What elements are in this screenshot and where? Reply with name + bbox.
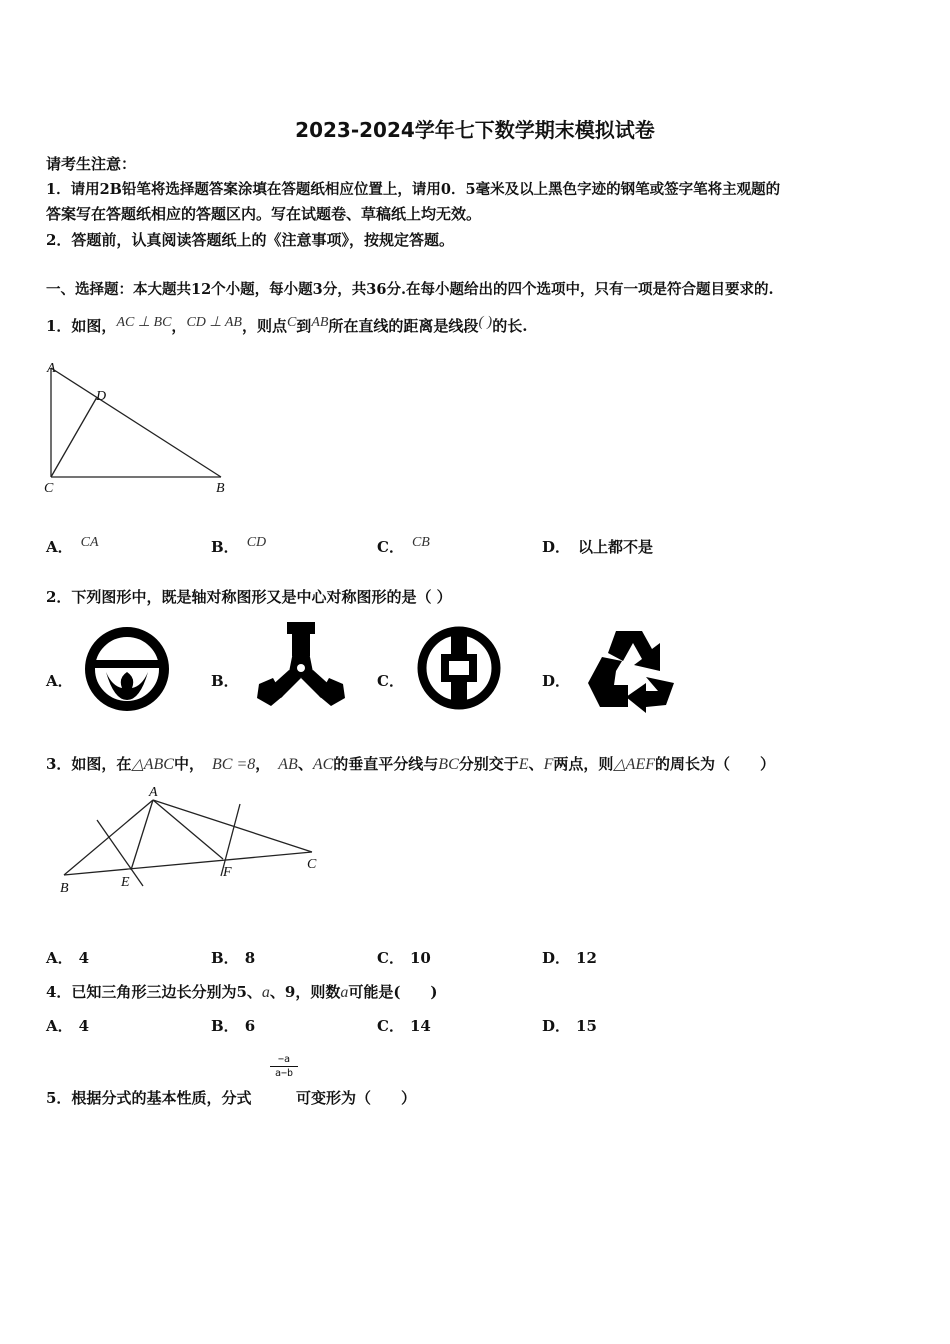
- q3-figure: [55, 780, 335, 900]
- question-5-stem-suffix: 可变形为（ ）: [296, 1089, 417, 1107]
- q3-math: △AEF: [613, 756, 655, 773]
- option-text: CB: [411, 535, 430, 550]
- q1-sep: ，: [171, 317, 187, 335]
- option-letter: B．: [211, 949, 239, 967]
- q3-segment-bc: [64, 852, 312, 875]
- option-text: 4: [78, 949, 90, 967]
- question-5-stem-prefix: 5．根据分式的基本性质，分式: [46, 1089, 252, 1107]
- q1-end: 的长.: [492, 317, 528, 335]
- q1-tail: 所在直线的距离是线段: [328, 317, 479, 335]
- option-letter: C．: [377, 1017, 404, 1035]
- option-letter: C．: [377, 538, 404, 556]
- q3-math: BC =8: [212, 756, 256, 773]
- q5-fraction-denominator: a−b: [274, 1068, 294, 1079]
- option-letter: A．: [46, 1017, 73, 1035]
- q4-option-d[interactable]: [542, 1015, 597, 1036]
- option-text: CA: [80, 535, 99, 550]
- option-text: 15: [576, 1017, 597, 1035]
- q1-mid: ，则点: [241, 317, 287, 335]
- q4-math: a: [261, 984, 270, 1001]
- q3-text: 两点，则: [553, 755, 614, 773]
- q3-text: 的周长为（ ）: [654, 755, 775, 773]
- q3-option-a[interactable]: [46, 947, 89, 968]
- q1-math-perp-2: CD ⊥ AB: [186, 315, 242, 330]
- q2-option-c-icon[interactable]: [415, 624, 503, 712]
- option-text: 以上都不是: [578, 538, 654, 556]
- q3-text: 分别交于: [458, 755, 519, 773]
- q3-label-a: A: [149, 785, 158, 800]
- q3-segment-af: [153, 800, 223, 859]
- question-1-stem: [46, 315, 527, 336]
- q3-math: F: [543, 756, 554, 773]
- q3-math: E: [518, 756, 529, 773]
- q3-text: ，: [255, 755, 271, 773]
- q3-label-e: E: [121, 875, 130, 890]
- option-letter: B．: [211, 538, 239, 556]
- notice-line-1b: 答案写在答题纸相应的答题区内。写在试题卷、草稿纸上均无效。: [46, 205, 482, 223]
- q4-text: 、9，则数: [269, 983, 341, 1001]
- q4-text: 可能是( ): [348, 983, 438, 1001]
- q4-text: 4．已知三角形三边长分别为5、: [46, 983, 262, 1001]
- q5-fraction-bar: [270, 1066, 298, 1067]
- q2-option-d-recycle-icon[interactable]: [586, 627, 676, 713]
- q1-label-a: A: [47, 361, 56, 376]
- section-heading: 一、选择题：本大题共12个小题，每小题3分，共36分.在每小题给出的四个选项中，只有一项是符合题目要求的.: [46, 281, 774, 298]
- option-letter: D．: [542, 538, 571, 556]
- q3-text: 、: [297, 755, 313, 773]
- q3-text: 3．如图，在: [46, 755, 132, 773]
- option-text: CD: [246, 535, 267, 550]
- q2-option-a-icon[interactable]: [84, 626, 170, 712]
- q5-fraction: [270, 1054, 298, 1079]
- option-text: 12: [576, 949, 597, 967]
- q3-option-c[interactable]: [377, 947, 431, 968]
- option-text: 10: [409, 949, 431, 967]
- q3-option-d[interactable]: [542, 947, 597, 968]
- q5-fraction-numerator: −a: [277, 1054, 291, 1065]
- q1-segment-ab: [51, 368, 221, 477]
- page-title: 2023-2024学年七下数学期末模拟试卷: [295, 118, 655, 142]
- q2-option-d-letter[interactable]: D．: [542, 672, 571, 690]
- q1-label-d: D: [96, 389, 107, 404]
- q1-figure: [40, 358, 240, 498]
- notice-line-1a: 1．请用2B铅笔将选择题答案涂填在答题纸相应位置上，请用0．5毫米及以上黑色字迹的钢笔或签字笔将主观题的: [46, 181, 781, 198]
- q3-option-b[interactable]: [211, 947, 255, 968]
- q3-label-b: B: [60, 881, 69, 896]
- q2-option-b-icon[interactable]: [255, 622, 347, 708]
- q3-label-c: C: [307, 857, 317, 872]
- question-2-stem: 2．下列图形中，既是轴对称图形又是中心对称图形的是（ ）: [46, 588, 452, 606]
- q3-text: 中，: [173, 755, 204, 773]
- q4-option-b[interactable]: [211, 1015, 255, 1036]
- q1-bracket: ( ): [478, 314, 493, 330]
- q3-label-f: F: [223, 865, 232, 880]
- q1-prefix: 1．如图，: [46, 317, 117, 335]
- question-4-stem: [46, 981, 438, 1002]
- q4-math: a: [340, 984, 349, 1001]
- q1-option-c[interactable]: [377, 536, 430, 557]
- q1-math-line: AB: [311, 315, 329, 330]
- q4-option-a[interactable]: [46, 1015, 89, 1036]
- option-text: 8: [244, 949, 256, 967]
- q1-option-d[interactable]: [542, 536, 653, 557]
- q3-text: 的垂直平分线与: [333, 755, 439, 773]
- q1-option-b[interactable]: [211, 536, 266, 557]
- q4-option-c[interactable]: [377, 1015, 431, 1036]
- option-text: 14: [409, 1017, 431, 1035]
- q2-option-b-letter[interactable]: B．: [211, 672, 239, 690]
- q2-option-c-letter[interactable]: C．: [377, 672, 404, 690]
- q3-math: BC: [438, 756, 459, 773]
- q1-label-c: C: [44, 481, 54, 496]
- notice-heading: 请考生注意：: [46, 155, 137, 173]
- option-letter: D．: [542, 1017, 571, 1035]
- option-text: 6: [244, 1017, 256, 1035]
- option-text: 4: [78, 1017, 90, 1035]
- q3-math: AB: [278, 756, 298, 773]
- option-letter: B．: [211, 1017, 239, 1035]
- q3-math: △ABC: [131, 756, 174, 773]
- option-letter: A．: [46, 538, 73, 556]
- q3-segment-ac: [153, 800, 312, 852]
- q3-text: 、: [528, 755, 544, 773]
- notice-line-2: 2．答题前，认真阅读答题纸上的《注意事项》，按规定答题。: [46, 231, 454, 249]
- q1-segment-cd: [51, 397, 97, 477]
- option-letter: D．: [542, 949, 571, 967]
- q1-option-a[interactable]: [46, 536, 99, 557]
- q1-math-point: C: [286, 315, 297, 330]
- q2-option-a-letter[interactable]: A．: [46, 672, 73, 690]
- option-letter: A．: [46, 949, 73, 967]
- q1-label-b: B: [216, 481, 225, 496]
- option-letter: C．: [377, 949, 404, 967]
- q1-to: 到: [296, 317, 312, 335]
- question-3-stem: [46, 753, 775, 774]
- q1-math-perp-1: AC ⊥ BC: [116, 315, 172, 330]
- q3-math: AC: [312, 756, 334, 773]
- q3-segment-ae: [131, 800, 153, 870]
